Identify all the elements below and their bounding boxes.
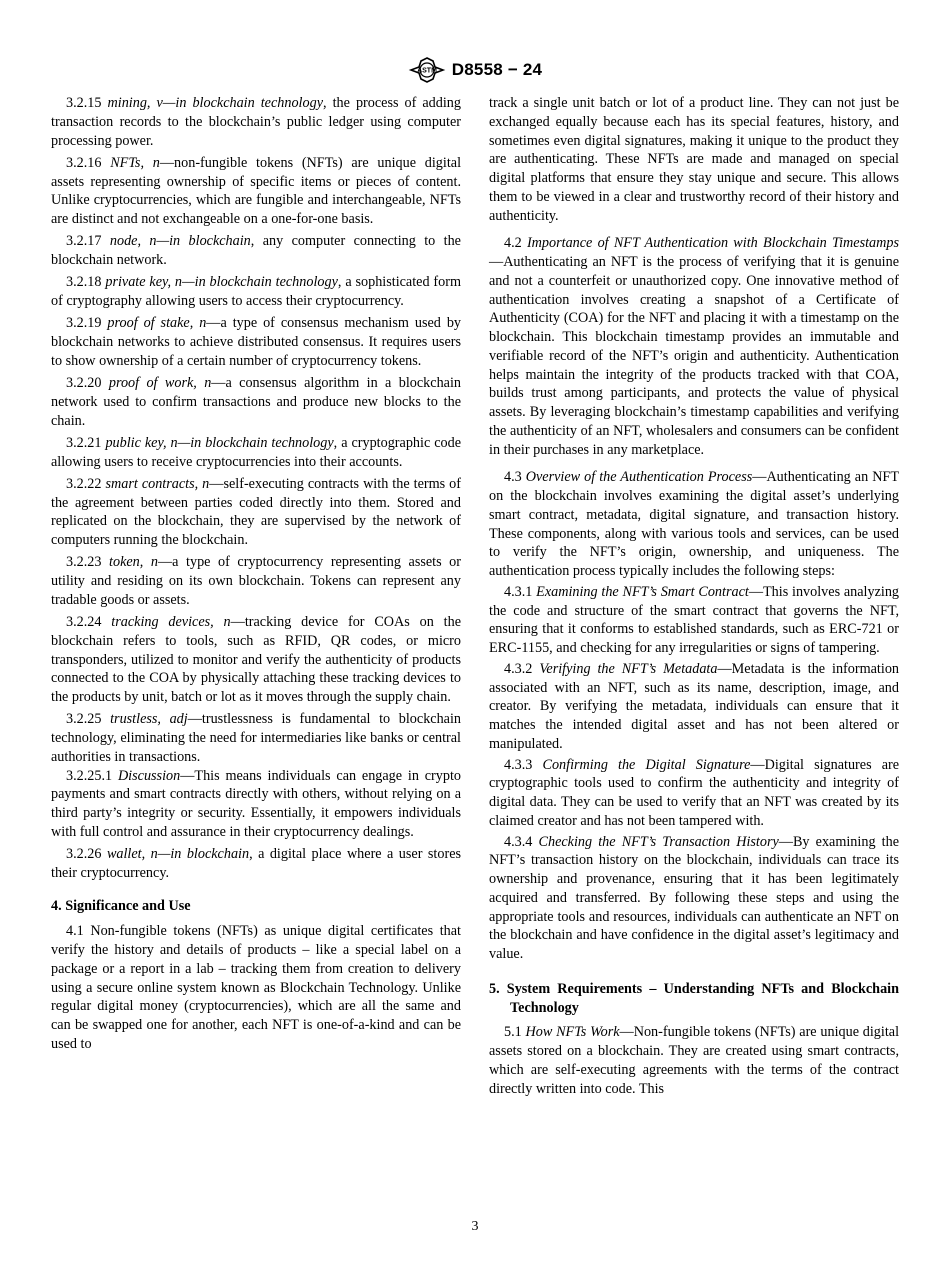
astm-logo-text: ASTM xyxy=(416,67,437,75)
paragraph-4-1-continued: track a single unit batch or lot of a product line. They can not just be exchanged equally because each has its special features, history, and sometimes even digital signatures, making it unique to the product they are authenticating. These NFTs are made and managed on special digital platforms that ensure they stay unique and secure. This allows them to be viewed in a clear and trustworthy record of their history and authenticity. xyxy=(489,95,899,224)
definition-3-2-26: 3.2.26 wallet, n—in blockchain, a digital place where a user stores their cryptocurrency. xyxy=(51,846,462,881)
section-5-heading: 5. System Requirements – Understanding NFTs and Blockchain Technology xyxy=(489,980,899,1016)
section-4-heading: 4. Significance and Use xyxy=(51,897,191,914)
paragraph-4-2: 4.2 Importance of NFT Authentication with Blockchain Timestamps—Authenticating an NFT is the process of verifying that it is genuine and not a counterfeit or unauthorized copy. One innovative method of authentication involves creating a snapshot of a Certificate of Authenticity (COA) for the NFT and placing it with a timestamp on the blockchain. This blockchain timestamp provides an immutable and verifiable record of the NFT’s origin and authenticity. Authentication helps maintain the integrity of the products tracked with that COA, builds trust among participants, and protects the value of physical assets. By leveraging blockchain’s timestamp capabilities and verifying the authenticity of an NFT, wholesalers and consumers can be confident in their purchases in any marketplace. xyxy=(489,235,899,458)
left-column xyxy=(51,94,461,1054)
definition-3-2-15: 3.2.15 mining, v—in blockchain technology, the process of adding transaction records to the blockchain’s public ledger using computer processing power. xyxy=(51,95,461,149)
definition-3-2-24: 3.2.24 tracking devices, n—tracking device for COAs on the blockchain refers to tools, such as RFID, QR codes, or micro transponders, utilized to monitor and verify the authenticity of products connected to the COA by physically attaching these tracking devices to the products by unit, batch or lot as it moves through the supply chain. xyxy=(51,614,461,705)
definition-3-2-22: 3.2.22 smart contracts, n—self-executing contracts with the terms of the agreement between parties coded directly into them. Stored and replicated on the blockchain, they are supervised by the network of computers running the blockchain. xyxy=(51,475,461,548)
definition-3-2-16: 3.2.16 NFTs, n—non-fungible tokens (NFTs) are unique digital assets representing ownership of specific items or pieces of content. Unlike cryptocurrencies, which are fungible and interchangeable, NFTs are distinct and not exchangeable on a one-for-one basis. xyxy=(51,154,462,227)
astm-logo-icon xyxy=(408,57,446,83)
paragraph-4-3-1: 4.3.1 Examining the NFT’s Smart Contract—This involves analyzing the code and structure of the smart contract that governs the NFT, ensuring that it conforms to established standards, such as ERC-721 or ERC-1155, and checking for any irregularities or signs of tampering. xyxy=(489,583,900,656)
page-header xyxy=(0,56,950,84)
definition-3-2-19: 3.2.19 proof of stake, n—a type of consensus mechanism used by blockchain networks to achieve distributed consensus. It requires users to show ownership of a certain number of cryptocurrency tokens. xyxy=(51,315,462,369)
definition-3-2-17: 3.2.17 node, n—in blockchain, any computer connecting to the blockchain network. xyxy=(51,233,461,268)
paragraph-4-3-2: 4.3.2 Verifying the NFT’s Metadata—Metadata is the information associated with an NFT, such as its name, description, image, and creator. By verifying the metadata, individuals can ensure that it matches the intended digital asset and has not been altered or manipulated. xyxy=(489,660,899,752)
definition-3-2-20: 3.2.20 proof of work, n—a consensus algorithm in a blockchain network used to confirm transactions and produce new blocks to the chain. xyxy=(51,375,461,429)
definition-3-2-23: 3.2.23 token, n—a type of cryptocurrency representing assets or utility and residing on its own blockchain. Tokens can represent any tradable goods or assets. xyxy=(51,554,462,608)
right-column xyxy=(489,94,899,1098)
definition-3-2-25-1: 3.2.25.1 Discussion—This means individuals can engage in crypto payments and smart contracts directly with others, without relying on a third party’s integrity or security. Essentially, it empowers individuals with full control and assurance in their cryptocurrency dealings. xyxy=(51,767,461,840)
definition-3-2-25: 3.2.25 trustless, adj—trustlessness is fundamental to blockchain technology, eliminating the need for intermediaries like banks or central authorities in transactions. xyxy=(51,711,462,765)
page-number: 3 xyxy=(471,1219,479,1234)
definition-3-2-18: 3.2.18 private key, n—in blockchain technology, a sophisticated form of cryptography allowing users to access their cryptocurrency. xyxy=(51,274,462,309)
document-designation: D8558 − 24 xyxy=(451,60,543,79)
paragraph-4-3: 4.3 Overview of the Authentication Process—Authenticating an NFT on the blockchain involves examining the digital asset’s underlying smart contract, metadata, digital signature, and transaction history. These components, along with various tools and services, can be used to verify the NFT’s origin, ownership, and uniqueness. The authentication process typically includes the following steps: xyxy=(489,469,899,579)
paragraph-4-3-4: 4.3.4 Checking the NFT’s Transaction History—By examining the NFT’s transaction history on the blockchain, individuals can trace its ownership and provenance, ensuring that it has been legitimately acquired and transferred. By following these steps and using the appropriate tools and resources, individuals can authenticate an NFT on the blockchain and have confidence in the digital asset’s legitimacy and value. xyxy=(489,833,899,962)
paragraph-5-1: 5.1 How NFTs Work—Non-fungible tokens (NFTs) are unique digital assets stored on a blockchain. They are created using smart contracts, which are self-executing agreements with the terms of the contract directly written into code. This xyxy=(489,1024,900,1097)
paragraph-4-3-3: 4.3.3 Confirming the Digital Signature—Digital signatures are cryptographic tools used to confirm the authenticity and integrity of digital data. They can be used to verify that an NFT was created by its claimed creator and has not been tampered with. xyxy=(489,756,900,829)
definition-3-2-21: 3.2.21 public key, n—in blockchain technology, a cryptographic code allowing users to receive cryptocurrencies into their accounts. xyxy=(51,434,461,470)
paragraph-4-1: 4.1 Non-fungible tokens (NFTs) as unique digital certificates that verify the history and details of products – like a special label on a package or a report in a lab – tracking them from creation to delivery using a secure online system known as Blockchain Technology. Unlike regular digital money (cryptocurrencies), which are all the same and can be swapped one for another, each NFT is one-of-a-kind and can be used to xyxy=(51,923,461,1052)
